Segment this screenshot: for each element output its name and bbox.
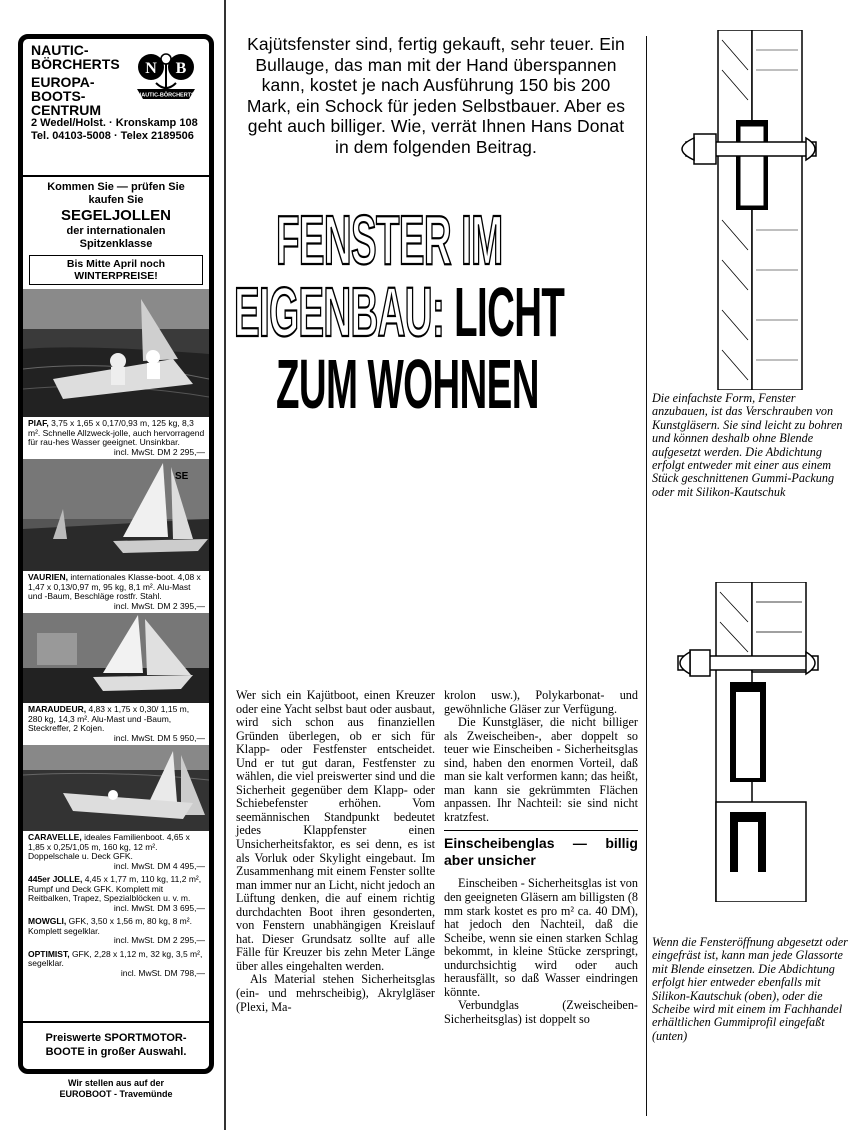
headline-line-2-outline: EIGENBAU: [234, 274, 445, 352]
boat-name: CARAVELLE, [28, 832, 82, 842]
boat-price: incl. MwSt. DM 2 395,— [113, 600, 205, 611]
ad-exhibition-note [18, 1078, 214, 1100]
diagram-screw-mount [656, 30, 856, 390]
boat-photo-piaf [23, 289, 209, 417]
ad-header [23, 39, 209, 173]
article-intro: Kajütsfenster sind, fertig gekauft, sehr teuer. Ein Bullauge, das man mit der Hand überspannen kann, kostet je nach Ausführung 150 bis 200 Mark, ein Schock für jeden Selbstbauer. Aber es geht auch billiger. Wie, verrät Ihnen Hans Donat in dem folgenden Beitrag. [246, 34, 626, 157]
boat-item [23, 703, 209, 745]
headline-line-3: ZUM WOHNEN [276, 346, 539, 424]
boat-price: incl. MwSt. DM 2 295,— [113, 446, 205, 457]
boat-name: MARAUDEUR, [28, 704, 87, 714]
boat-name: VAURIEN, [28, 572, 68, 582]
boat-desc: 4,45 x 1,77 m, 110 kg, 11,2 m², Rumpf und Deck GFK. Komplett mit Reitbalken, Trapez, Spezialblöcken u. v. m. [28, 874, 202, 903]
boat-photo-vaurien [23, 459, 209, 571]
center-line-3: CENTRUM [31, 102, 101, 118]
body-paragraph: Wer sich ein Kajütboot, einen Kreuzer oder eine Yacht selbst baut oder ausbaut, wird sich schon aus finanziellen Gründen überlegen, ob er sich für Klapp- oder Festfenster entscheidet. Und er tut gut daran, Festfenster zu wählen, die viel preiswerter sind und die Sicherheit gegenüber dem Klapp- oder Schiebefenster erhöhen. Vom seemännischen Standpunkt bedeutet jedes Klappfenster einen Unsicherheitsfaktor, es sei denn, es ist als Vorluk oder Skylight eingebaut. Im Zusammenhang mit einem Fenster sollte man immer nur an Licht, nicht jedoch an Lüftung denken, die auf einem richtig durchdachten Boot ihren gesonderten, von Fenstern unabhängigen Kreislauf hat. Dieser Grundsatz sollte auf alle Fälle für Kreuzer bis zehn Meter Länge über alles eingehalten werden. [236, 688, 435, 973]
boat-name: MOWGLI, [28, 916, 67, 926]
footer-line-1: Preiswerte SPORTMOTOR- [45, 1032, 187, 1044]
boat-item [23, 873, 209, 915]
caption-bottom: Wenn die Fensteröffnung abgesetzt oder eingefräst ist, kann man jede Glassorte mit Blende einsetzen. Die Abdichtung erfolgt hier entweder ebenfalls mit Silikon-Kautschuk (oben), oder die Scheibe wird mit einem im Fachhandel erhältlichen Gummiprofil eingefaßt (unten) [652, 935, 848, 1043]
boat-desc: GFK, 2,28 x 1,12 m, 32 kg, 3,5 m², segelklar. [28, 948, 203, 968]
boat-price: incl. MwSt. DM 2 295,— [113, 935, 205, 945]
svg-text:SE: SE [175, 471, 189, 482]
under-line-2: EUROBOOT - Travemünde [59, 1089, 173, 1099]
boat-desc: GFK, 3,50 x 1,56 m, 80 kg, 8 m². Komplett segelklar. [28, 916, 192, 936]
winter-price-box [29, 255, 203, 285]
promo-title: SEGELJOLLEN [60, 207, 172, 224]
gutter-divider [224, 0, 226, 1130]
box-line-1: Bis Mitte April noch [66, 258, 166, 270]
anchor-logo-icon [131, 45, 201, 103]
logo-letter-b: B [175, 60, 187, 77]
promo-line-4: Spitzenklasse [79, 238, 153, 250]
boat-name: 445er JOLLE, [28, 874, 83, 884]
body-paragraph: krolon usw.), Polykarbonat- und gewöhnliche Gläser zur Verfügung. [444, 688, 638, 716]
center-line-1: EUROPA- [31, 74, 95, 90]
body-paragraph: Verbundglas (Zweischeiben-Sicherheitsglas) ist doppelt so [444, 998, 638, 1026]
boat-price: incl. MwSt. DM 4 495,— [113, 860, 205, 871]
under-line-1: Wir stellen aus auf der [68, 1078, 164, 1088]
boat-name: OPTIMIST, [28, 948, 70, 959]
ad-address: 2 Wedel/Holst. · Kronskamp 108 [31, 117, 198, 129]
boat-price: incl. MwSt. DM 798,— [120, 967, 205, 978]
box-line-2: WINTERPREISE! [74, 270, 158, 282]
diagram-frame-mount [656, 582, 856, 902]
body-paragraph: Als Material stehen Sicherheitsglas (ein- und mehrscheibig), Akrylgläser (Plexi, Ma- [236, 972, 435, 1014]
headline-line-2-solid: LICHT [444, 274, 565, 352]
center-line-2: BOOTS- [31, 88, 86, 104]
boat-price: incl. MwSt. DM 3 695,— [113, 902, 205, 913]
boat-desc: 4,83 x 1,75 x 0,30/ 1,15 m, 280 kg, 14,3 m². Alu-Mast und -Baum, Steckreffer, 2 Kojen. [28, 704, 190, 733]
promo-line-3: der internationalen [66, 225, 166, 237]
boat-photo-maraudeur [23, 613, 209, 703]
boat-item [23, 417, 209, 459]
footer-line-2: BOOTE in großer Auswahl. [45, 1046, 187, 1058]
ad-promo [23, 177, 209, 251]
body-column-1 [236, 689, 435, 1014]
boat-item [23, 948, 209, 981]
ad-footer [23, 1021, 209, 1069]
boat-desc: 3,75 x 1,65 x 0,17/0,93 m, 125 kg, 8,3 m². Schnelle Allzweck-jolle, auch hervorragend für rau-hes Wasser geeignet. Unsinkbar. [28, 418, 205, 447]
section-subhead: Einscheibenglas — billig aber unsicher [444, 830, 638, 869]
boat-name: PIAF, [28, 418, 49, 428]
brand-line-1: NAUTIC- [31, 42, 89, 58]
promo-line-2: kaufen Sie [88, 194, 144, 206]
logo-banner-text: NAUTIC-BÖRCHERTS [137, 92, 195, 99]
boat-dealer-ad [18, 34, 214, 1074]
boat-desc: ideales Familienboot. 4,65 x 1,85 x 0,25/1,05 m, 160 kg, 12 m². Doppelschale u. Deck GFK. [28, 832, 190, 861]
boat-desc: internationales Klasse-boot. 4,08 x 1,47 x 0,13/0,97 m, 95 kg, 8,1 m². Alu-Mast und -Baum, Beschläge rostfr. Stahl. [28, 572, 201, 601]
boat-item [23, 915, 209, 948]
headline-line-2 [234, 274, 565, 352]
caption-top: Die einfachste Form, Fenster anzubauen, ist das Verschrauben von Kunstgläsern. Sie sind leicht zu bohren und können deshalb ohne Blende aufgesetzt werden. Die Abdichtung erfolgt entweder mit einer aus einem Stück geschnittenen Gummi-Packung oder mit Silikon-Kautschuk [652, 391, 843, 499]
boat-price: incl. MwSt. DM 5 950,— [113, 732, 205, 743]
boat-item [23, 571, 209, 613]
body-paragraph: Die Kunstgläser, die nicht billiger als Zweischeiben-, aber doppelt so teuer wie Einscheiben - Sicherheitsglas sind, haben den enormen Vorteil, daß man sie kalt verformen kann; das heißt, man kann sie gekrümmten Flächen anpassen. Ihr Nachteil: sie sind nicht kratzfest. [444, 715, 638, 824]
brand-line-2: BÖRCHERTS [31, 56, 120, 72]
headline-line-1: FENSTER IM [276, 202, 503, 280]
body-column-2 [444, 689, 638, 1026]
body-paragraph: Einscheiben - Sicherheitsglas ist von den geeigneten Gläsern am billigsten (8 mm stark kostet es pro m² ca. 40 DM), hat jedoch den Nachteil, daß die Scheibe, wenn sie einen starken Schlag bekommt, in kleine Stücke zerspringt, undurchsichtig wird oder auch herausfällt, so daß Wasser eindringen könnte. [444, 876, 638, 999]
logo-letter-n: N [145, 60, 157, 77]
boat-item [23, 831, 209, 873]
column-divider [646, 36, 647, 1116]
ad-phone: Tel. 04103-5008 · Telex 2189506 [31, 130, 194, 142]
promo-line-1: Kommen Sie — prüfen Sie [47, 181, 185, 193]
boat-photo-caravelle [23, 745, 209, 831]
